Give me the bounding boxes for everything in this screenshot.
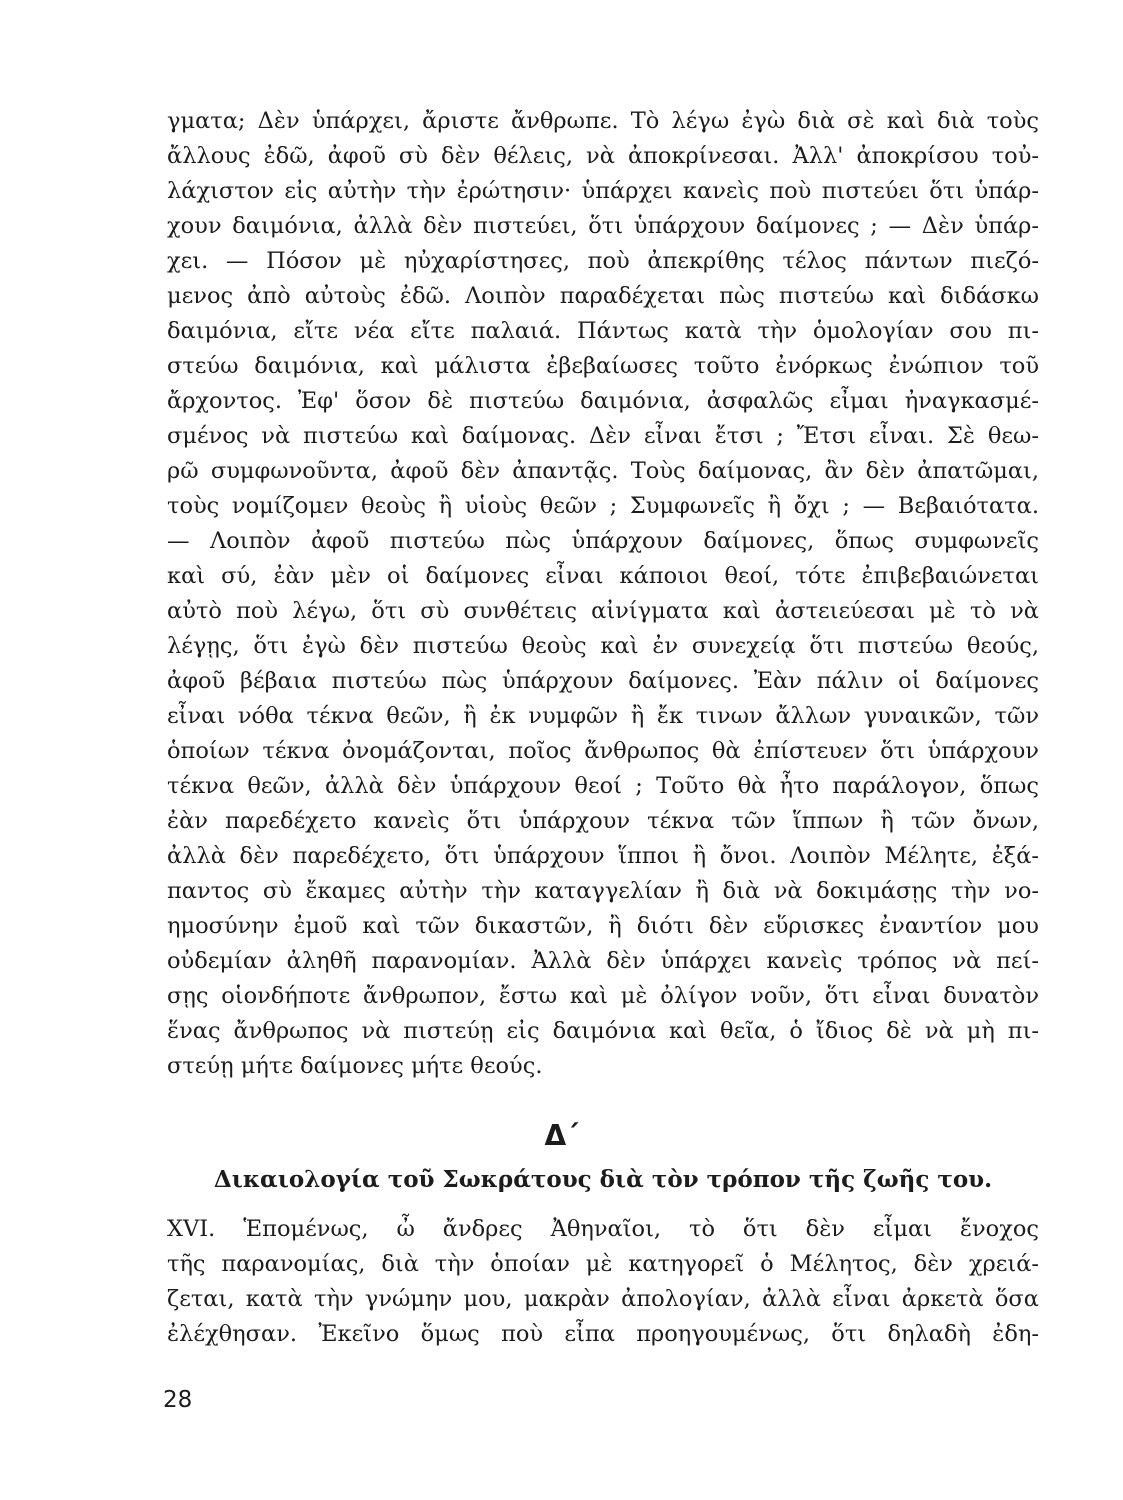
text-line: ρῶ συμφωνοῦντα, ἀφοῦ δὲν ἀπαντᾷς. Τοὺς δαίμονας, ἂν δὲν ἀπατῶμαι, [167, 458, 1039, 484]
text-line: γματα; Δὲν ὑπάρχει, ἄριστε ἄνθρωπε. Τὸ λέγω ἐγὼ διὰ σὲ καὶ διὰ τοὺς [167, 108, 1039, 134]
text-line: χει. — Πόσον μὲ ηὐχαρίστησες, ποὺ ἀπεκρίθης τέλος πάντων πιεζό- [167, 248, 1039, 274]
text-line: λάχιστον εἰς αὐτὴν τὴν ἐρώτησιν· ὑπάρχει κανεὶς ποὺ πιστεύει ὅτι ὑπάρ- [167, 178, 1039, 204]
text-line: σῃς οἱονδήποτε ἄνθρωπον, ἔστω καὶ μὲ ὀλίγον νοῦν, ὅτι εἶναι δυνατὸν [167, 983, 1039, 1009]
text-line: χουν δαιμόνια, ἀλλὰ δὲν πιστεύει, ὅτι ὑπάρχουν δαίμονες ; — Δὲν ὑπάρ- [167, 213, 1039, 239]
text-line: ἄλλους ἐδῶ, ἀφοῦ σὺ δὲν θέλεις, νὰ ἀποκρίνεσαι. Ἀλλ' ἀποκρίσου τοὐ- [167, 143, 1039, 169]
section-heading: Δικαιολογία τοῦ Σωκράτους διὰ τὸν τρόπον τῆς ζωῆς του. [213, 1166, 993, 1193]
text-line: ἐλέχθησαν. Ἐκεῖνο ὅμως ποὺ εἶπα προηγουμένως, ὅτι δηλαδὴ ἐδη- [167, 1321, 1039, 1347]
text-line: — Λοιπὸν ἀφοῦ πιστεύω πὼς ὑπάρχουν δαίμονες, ὅπως συμφωνεῖς [167, 528, 1039, 554]
text-line: ἀλλὰ δὲν παρεδέχετο, ὅτι ὑπάρχουν ἵπποι ἢ ὄνοι. Λοιπὸν Μέλητε, ἐξά- [167, 843, 1039, 869]
text-line: αὐτὸ ποὺ λέγω, ὅτι σὺ συνθέτεις αἰνίγματα καὶ ἀστειεύεσαι μὲ τὸ νὰ [167, 598, 1039, 624]
text-line: εἶναι νόθα τέκνα θεῶν, ἢ ἐκ νυμφῶν ἢ ἔκ τινων ἄλλων γυναικῶν, τῶν [167, 703, 1039, 729]
text-line: τῆς παρανομίας, διὰ τὴν ὁποίαν μὲ κατηγορεῖ ὁ Μέλητος, δὲν χρειά- [167, 1251, 1039, 1277]
text-line: τέκνα θεῶν, ἀλλὰ δὲν ὑπάρχουν θεοί ; Τοῦτο θὰ ἦτο παράλογον, ὅπως [167, 773, 1039, 799]
text-line: ἐὰν παρεδέχετο κανεὶς ὅτι ὑπάρχουν τέκνα τῶν ἵππων ἢ τῶν ὄνων, [167, 808, 1039, 834]
text-line: οὐδεμίαν ἀληθῆ παρανομίαν. Ἀλλὰ δὲν ὑπάρχει κανεὶς τρόπος νὰ πεί- [167, 948, 1039, 974]
text-line: ὁποίων τέκνα ὀνομάζονται, ποῖος ἄνθρωπος θὰ ἐπίστευεν ὅτι ὑπάρχουν [167, 738, 1039, 764]
body-text-bottom [167, 1212, 1039, 1352]
text-line: ἄρχοντος. Ἐφ' ὅσον δὲ πιστεύω δαιμόνια, ἀσφαλῶς εἶμαι ἠναγκασμέ- [167, 388, 1039, 414]
text-line: μενος ἀπὸ αὐτοὺς ἐδῶ. Λοιπὸν παραδέχεται πὼς πιστεύω καὶ διδάσκω [167, 283, 1039, 309]
text-line: ζεται, κατὰ τὴν γνώμην μου, μακρὰν ἀπολογίαν, ἀλλὰ εἶναι ἀρκετὰ ὅσα [167, 1286, 1039, 1312]
page-number: 28 [163, 1387, 193, 1413]
section-letter: Δ΄ [544, 1119, 579, 1152]
text-line: στεύω δαιμόνια, καὶ μάλιστα ἐβεβαίωσες τοῦτο ἐνόρκως ἐνώπιον τοῦ [167, 353, 1039, 379]
body-text-top [167, 104, 1039, 1084]
text-line: παντος σὺ ἔκαμες αὐτὴν τὴν καταγγελίαν ἢ διὰ νὰ δοκιμάσῃς τὴν νο- [167, 878, 1039, 904]
text-line: καὶ σύ, ἐὰν μὲν οἱ δαίμονες εἶναι κάποιοι θεοί, τότε ἐπιβεβαιώνεται [167, 563, 1039, 589]
text-line: ἕνας ἄνθρωπος νὰ πιστεύῃ εἰς δαιμόνια καὶ θεῖα, ὁ ἴδιος δὲ νὰ μὴ πι- [167, 1018, 1039, 1044]
text-line: τοὺς νομίζομεν θεοὺς ἢ υἱοὺς θεῶν ; Συμφωνεῖς ἢ ὄχι ; — Βεβαιότατα. [167, 493, 1039, 519]
text-line: ημοσύνην ἐμοῦ καὶ τῶν δικαστῶν, ἢ διότι δὲν εὕρισκες ἐναντίον μου [167, 913, 1039, 939]
text-line: σμένος νὰ πιστεύω καὶ δαίμονας. Δὲν εἶναι ἔτσι ; Ἔτσι εἶναι. Σὲ θεω- [167, 423, 1039, 449]
text-line: στεύῃ μήτε δαίμονες μήτε θεούς. [167, 1053, 543, 1079]
text-line: XVI. Ἑπομένως, ὦ ἄνδρες Ἀθηναῖοι, τὸ ὅτι δὲν εἶμαι ἔνοχος [167, 1216, 1039, 1242]
text-line: λέγῃς, ὅτι ἐγὼ δὲν πιστεύω θεοὺς καὶ ἐν συνεχείᾳ ὅτι πιστεύω θεούς, [167, 633, 1039, 659]
text-line: δαιμόνια, εἴτε νέα εἴτε παλαιά. Πάντως κατὰ τὴν ὁμολογίαν σου πι- [167, 318, 1039, 344]
text-line: ἀφοῦ βέβαια πιστεύω πὼς ὑπάρχουν δαίμονες. Ἐὰν πάλιν οἱ δαίμονες [167, 668, 1039, 694]
